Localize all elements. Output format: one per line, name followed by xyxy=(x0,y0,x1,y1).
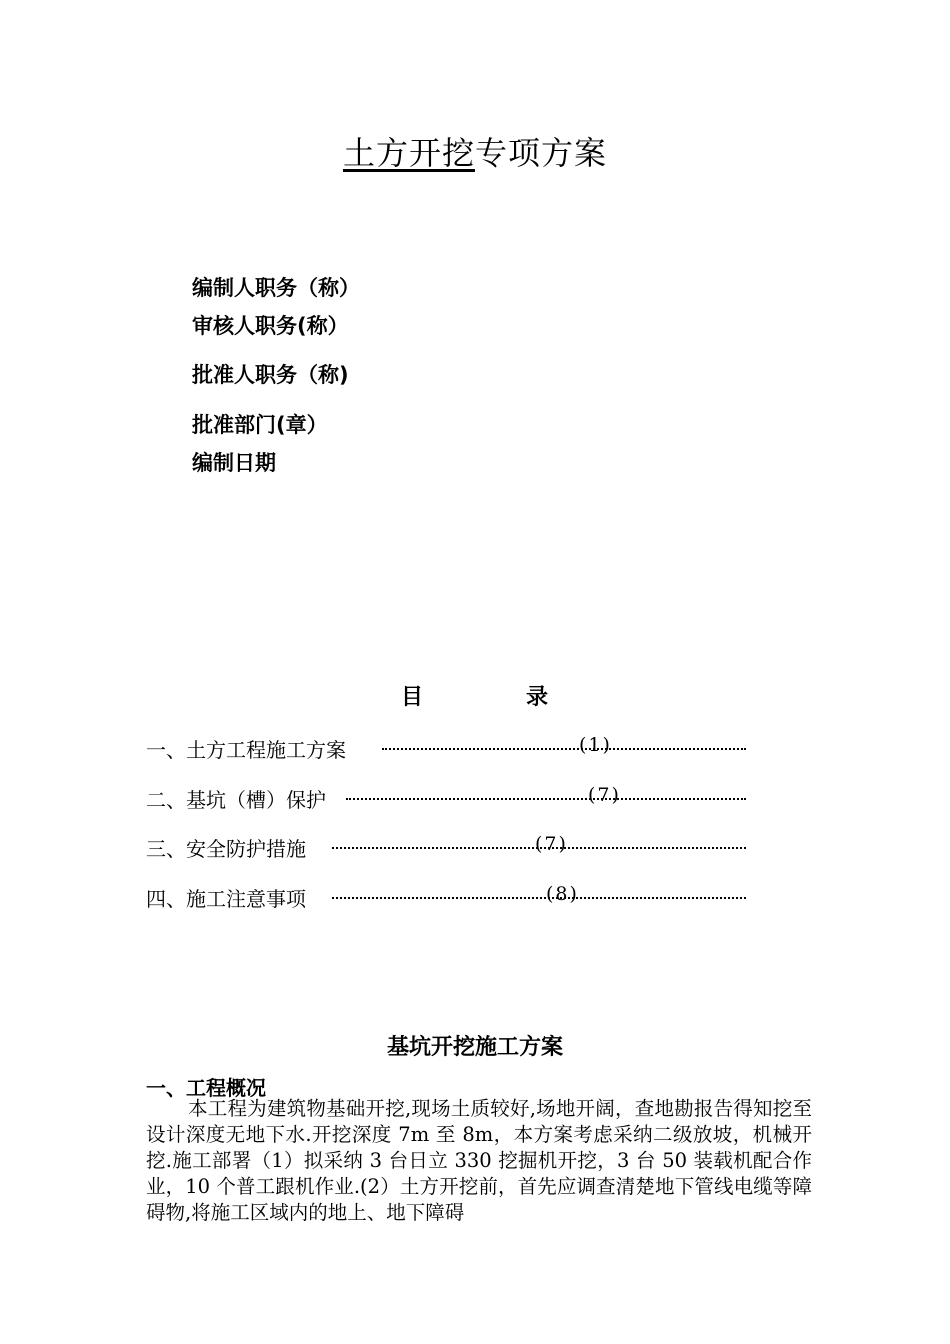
leader-dots xyxy=(382,748,746,750)
toc-entry-page: (7) xyxy=(535,833,568,855)
toc-entry-page: (1) xyxy=(579,734,612,756)
title-underlined-part: 土方开挖 xyxy=(342,134,475,172)
toc-entry-label: 二、基坑（槽）保护 xyxy=(146,784,330,813)
toc-entry[interactable] xyxy=(146,883,746,913)
document-title xyxy=(0,128,950,174)
approver-field: 批准人职务（称) xyxy=(192,363,349,387)
toc-entry-label: 三、安全防护措施 xyxy=(146,833,310,862)
toc-entry[interactable] xyxy=(146,833,746,863)
toc-entry[interactable] xyxy=(146,784,746,814)
toc-entry-page: (8) xyxy=(546,883,579,905)
title-rest-part: 专项方案 xyxy=(475,134,608,172)
toc-entry-label: 一、土方工程施工方案 xyxy=(146,734,350,763)
reviewer-field: 审核人职务(称） xyxy=(192,314,349,338)
toc-entry-page: (7) xyxy=(588,784,621,806)
approving-department-field: 批准部门(章） xyxy=(192,413,328,437)
leader-dots xyxy=(332,897,746,899)
toc-entry[interactable] xyxy=(146,734,746,764)
body-paragraph: 本工程为建筑物基础开挖,现场土质较好,场地开阔，查地勘报告得知挖至设计深度无地下水.开挖深度 7m 至 8m，本方案考虑采纳二级放坡，机械开挖.施工部署（1）拟采纳 3 台日立 330 挖掘机开挖，3 台 50 装载机配合作业，10 个普工跟机作业.(2）土方开挖前，首先应调查清楚地下管线电缆等障碍物,将施工区域内的地上、地下障碍 xyxy=(146,1097,812,1224)
leader-dots xyxy=(346,798,746,800)
toc-heading-left: 目 xyxy=(401,685,424,710)
section-heading: 一、工程概况 xyxy=(146,1076,266,1100)
section-title: 基坑开挖施工方案 xyxy=(386,1035,563,1060)
toc-entry-label: 四、施工注意事项 xyxy=(146,883,310,912)
compile-date-field: 编制日期 xyxy=(192,451,276,475)
compiler-field: 编制人职务（称） xyxy=(192,276,360,300)
toc-heading-right: 录 xyxy=(526,685,549,710)
